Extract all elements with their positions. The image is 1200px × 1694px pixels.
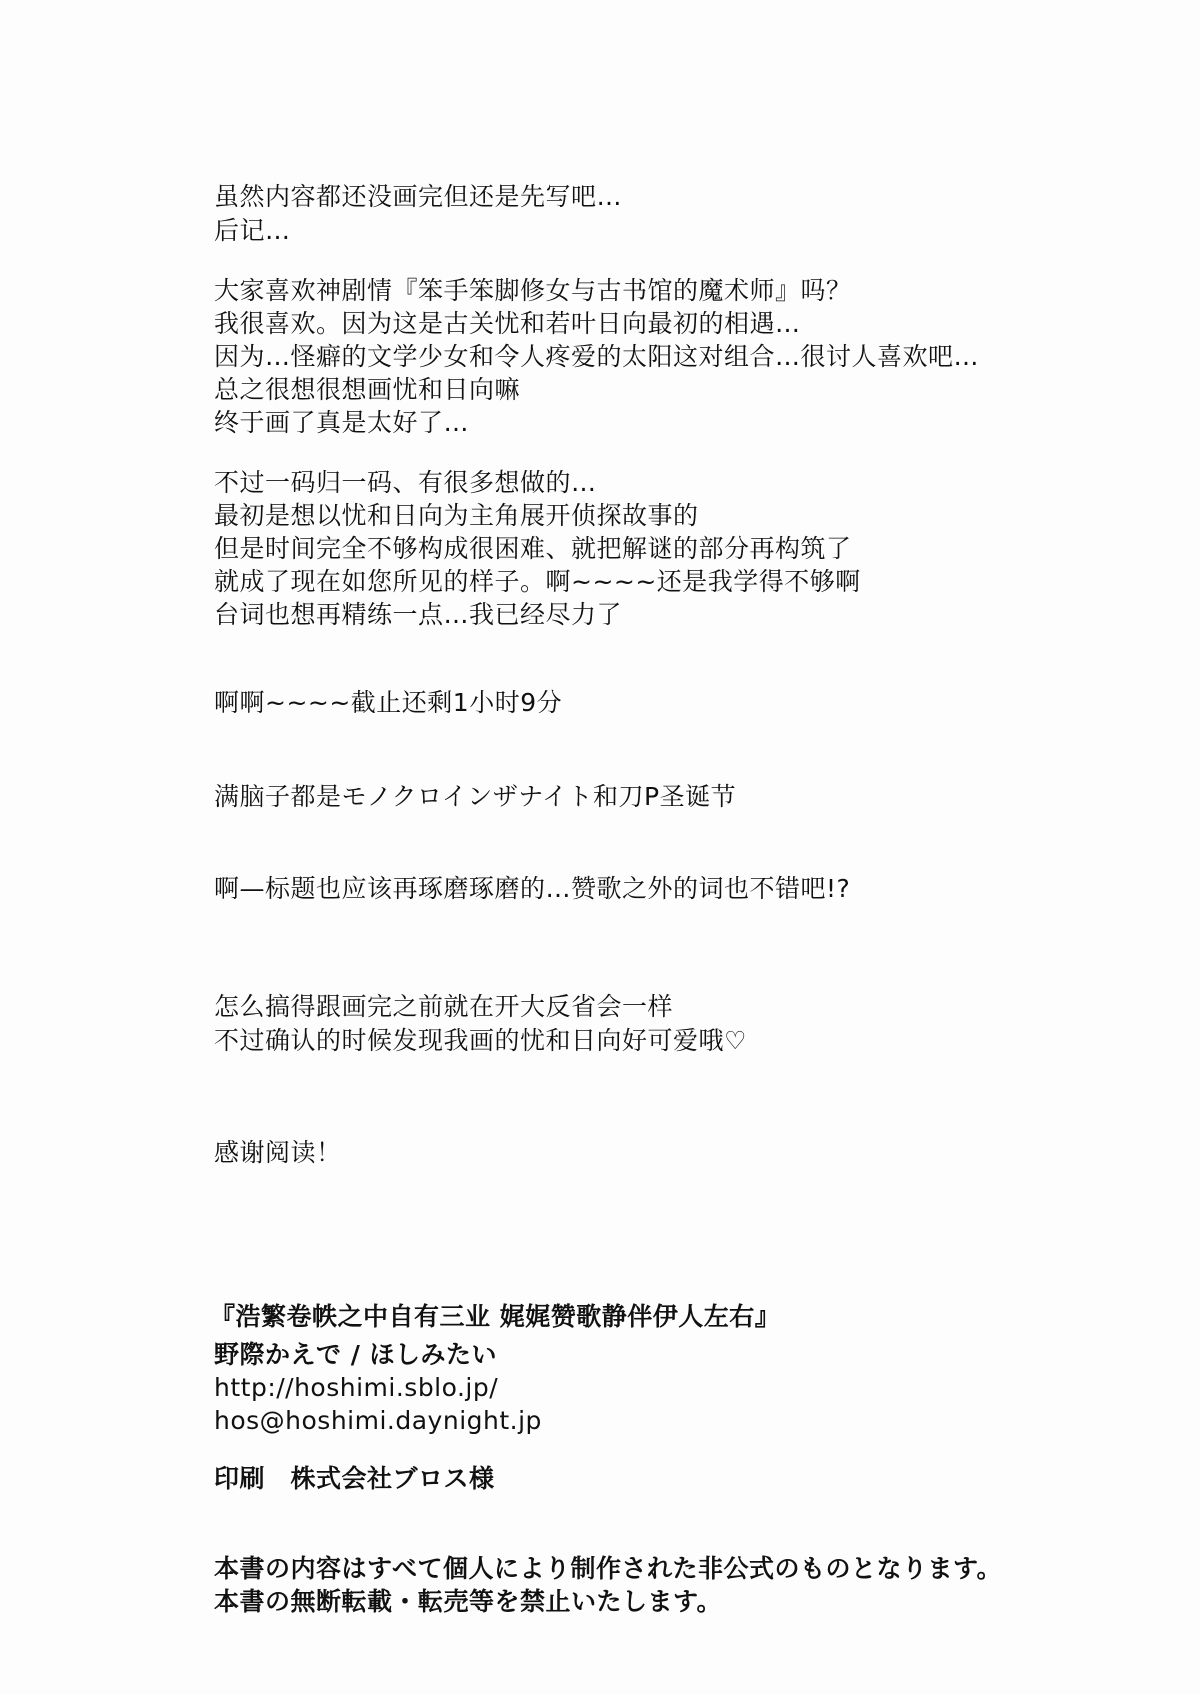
afterword-line: 满脑子都是モノクロインザナイト和刀P圣诞节 [214,782,737,811]
printer-credit: 印刷 株式会社ブロス様 [214,1464,495,1493]
afterword-line: 啊—标题也应该再琢磨琢磨的…赞歌之外的词也不错吧!? [214,874,851,903]
author-email: hos@hoshimi.daynight.jp [214,1406,542,1435]
afterword-line: 不过一码归一码、有很多想做的… [214,468,597,497]
afterword-line: 啊啊~~~~截止还剩1小时9分 [214,688,563,717]
afterword-line: 大家喜欢神剧情『笨手笨脚修女与古书馆的魔术师』吗？ [214,276,852,305]
afterword-line: 但是时间完全不够构成很困难、就把解谜的部分再构筑了 [214,534,852,563]
afterword-line: 感谢阅读！ [214,1138,342,1167]
afterword-line: 台词也想再精练一点…我已经尽力了 [214,600,623,629]
afterword-line: 我很喜欢。因为这是古关忧和若叶日向最初的相遇… [214,309,801,338]
afterword-line: 最初是想以忧和日向为主角展开侦探故事的 [214,501,699,530]
afterword-line: 总之很想很想画忧和日向嘛 [214,375,521,404]
notice-line: 本書の無断転載・転売等を禁止いたします。 [214,1587,723,1616]
afterword-line: 怎么搞得跟画完之前就在开大反省会一样 [214,992,674,1021]
afterword-line: 终于画了真是太好了… [214,408,470,437]
afterword-line: 因为…怪癖的文学少女和令人疼爱的太阳这对组合…很讨人喜欢吧… [214,342,980,371]
afterword-line: 不过确认的时候发现我画的忧和日向好可爱哦♡ [214,1026,747,1055]
afterword-line: 虽然内容都还没画完但还是先写吧… [214,182,623,211]
book-title: 『浩繁卷帙之中自有三业 娓娓赞歌静伴伊人左右』 [210,1302,781,1331]
afterword-line: 就成了现在如您所见的样子。啊~~~~还是我学得不够啊 [214,567,861,596]
author-url: http://hoshimi.sblo.jp/ [214,1373,499,1402]
author-name: 野際かえで / ほしみたい [214,1340,498,1369]
afterword-line: 后记… [214,216,291,245]
notice-line: 本書の内容はすべて個人により制作された非公式のものとなります。 [214,1554,1003,1583]
